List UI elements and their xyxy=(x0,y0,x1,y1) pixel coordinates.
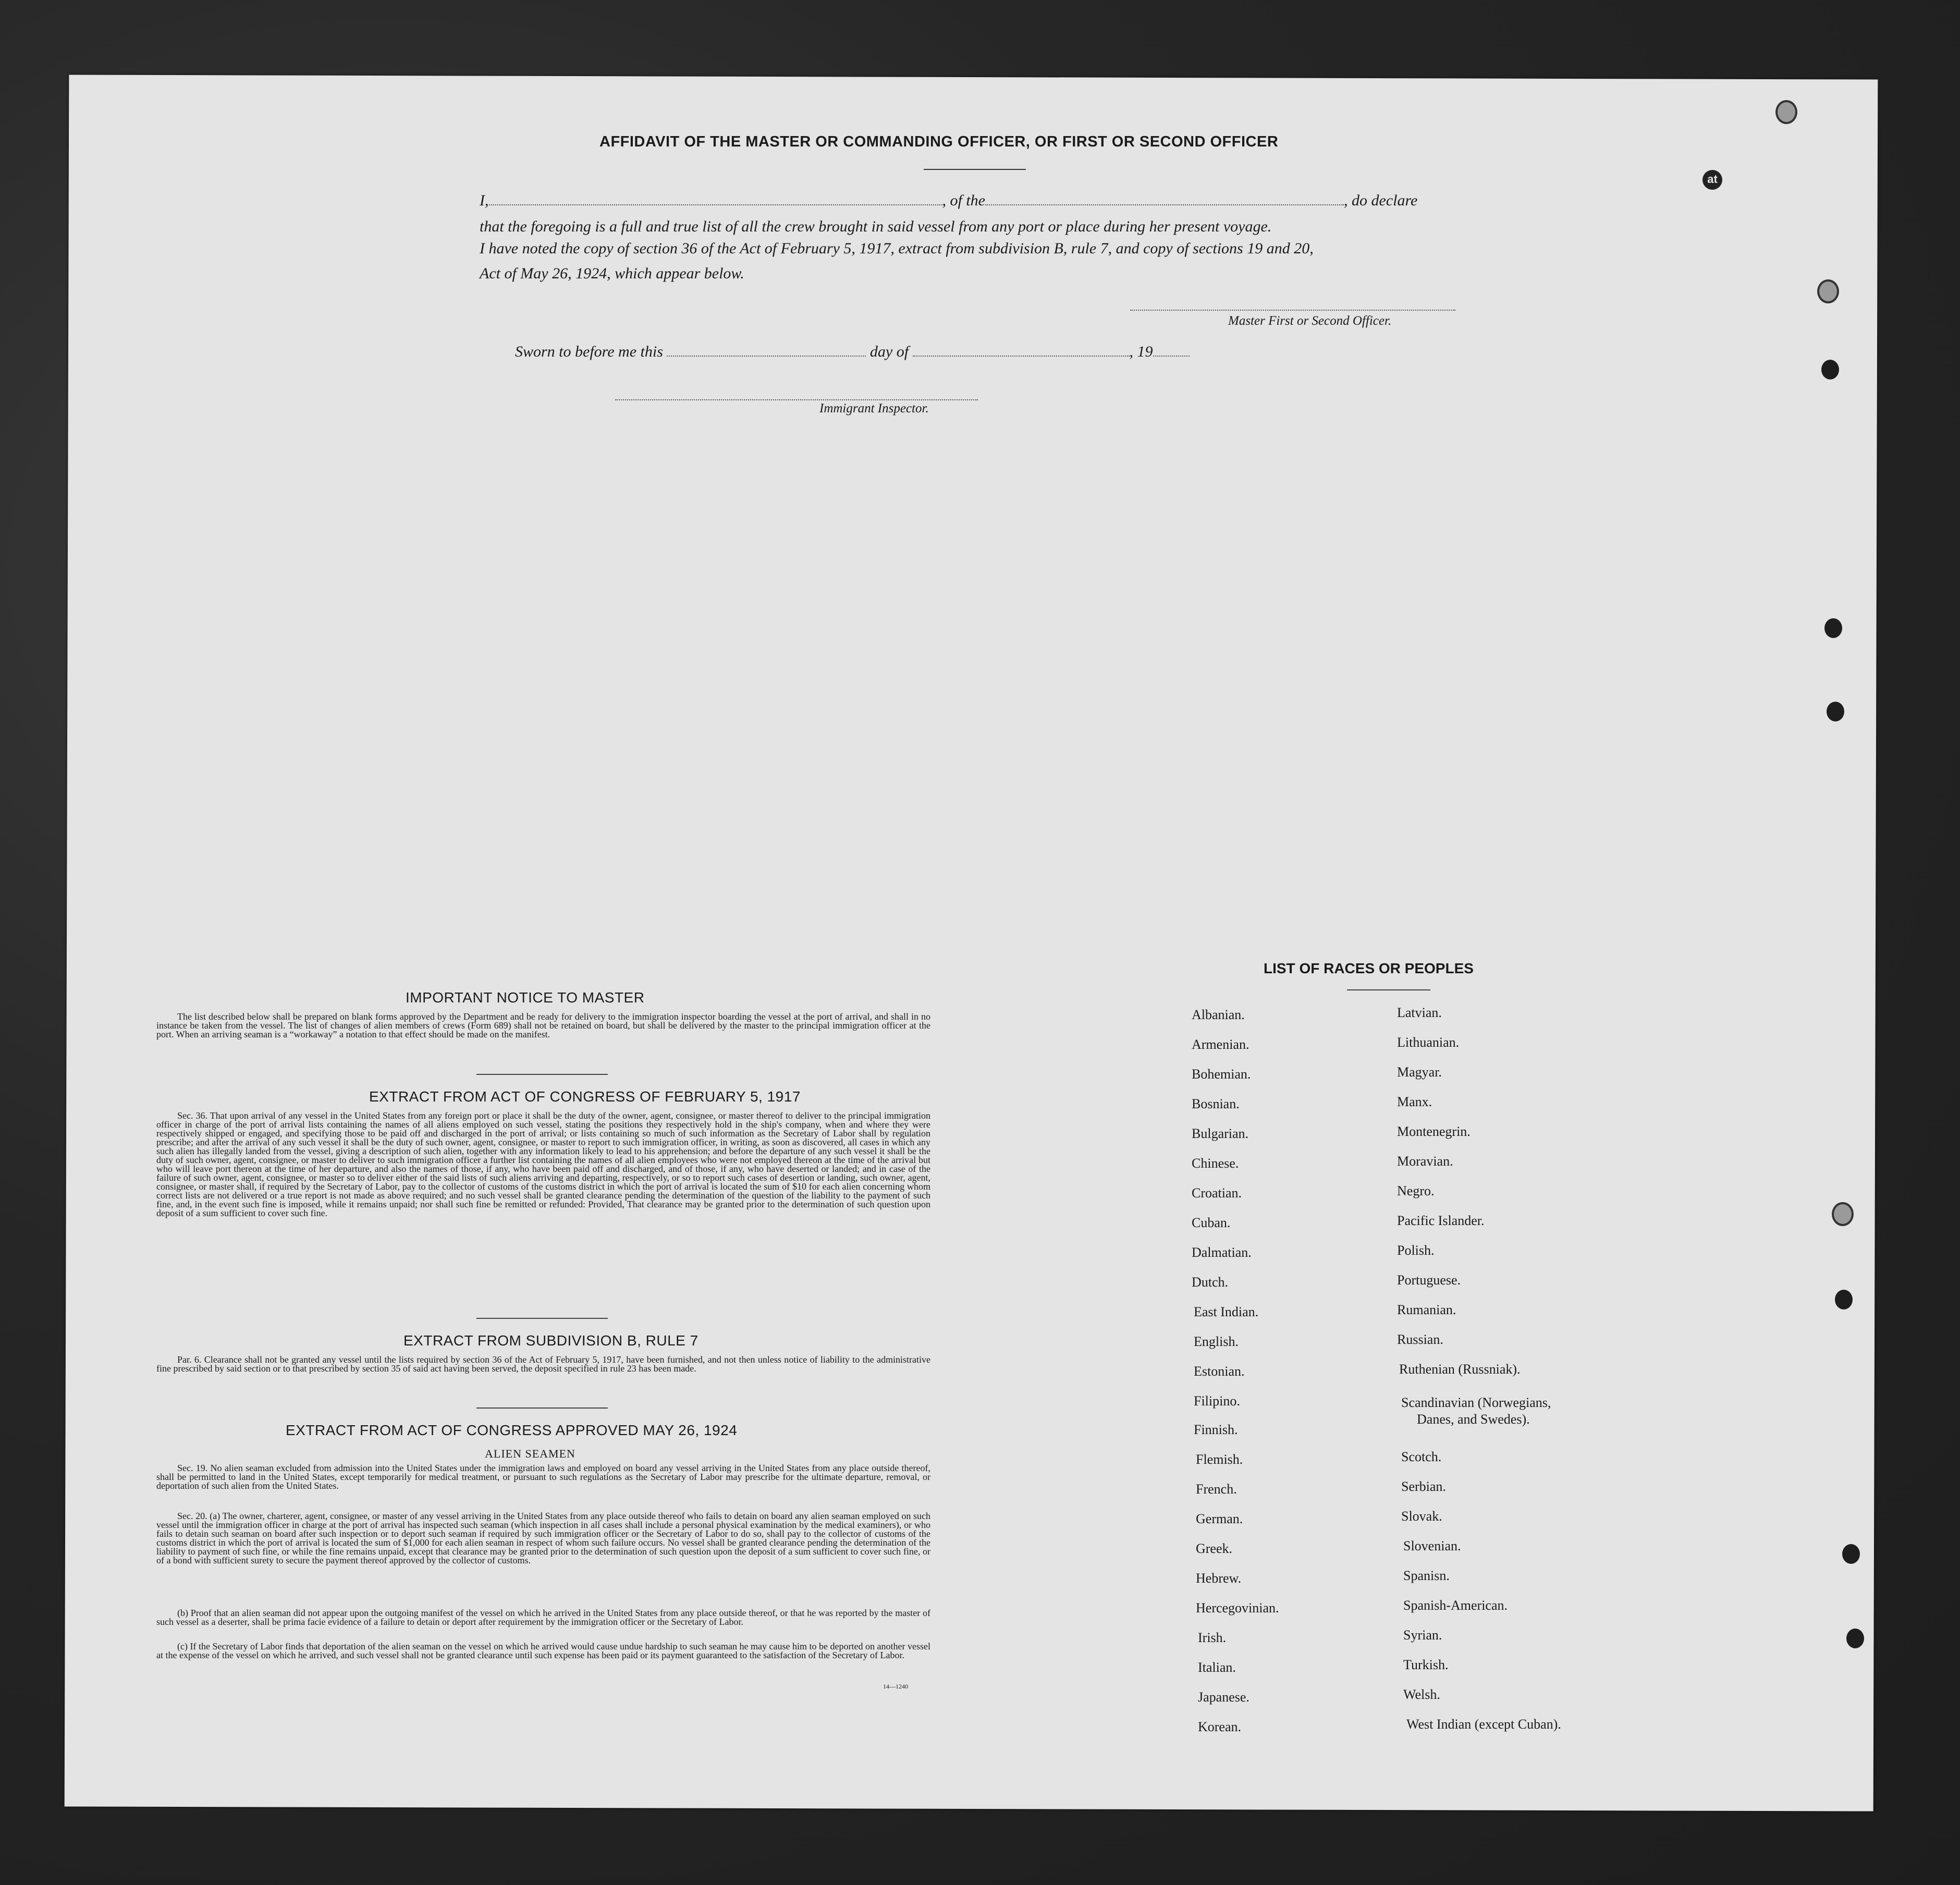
name-blank[interactable] xyxy=(489,193,942,205)
race-item: West Indian (except Cuban). xyxy=(1406,1717,1561,1732)
race-item: Albanian. xyxy=(1192,1007,1245,1022)
divider xyxy=(476,1318,608,1319)
race-item: Slovenian. xyxy=(1403,1538,1461,1553)
punch-hole xyxy=(1846,1629,1864,1648)
race-item: Latvian. xyxy=(1397,1005,1442,1020)
race-item: Bulgarian. xyxy=(1192,1126,1249,1141)
race-item: Ruthenian (Russniak). xyxy=(1399,1362,1521,1377)
punch-hole xyxy=(1842,1544,1860,1564)
race-item: Bohemian. xyxy=(1192,1067,1251,1082)
notice-text: The list described below shall be prepared on blank forms approved by the Department and be ready for delivery to the immigration inspector boarding the vessel at the port of arrival, and shall in no instance be taken from the vessel. The list of changes of alien members of crews (Form 689) shall not be retained on board, but shall be delivered by the master to the principal immigration officer at the port. When an arriving seaman is a “workaway” a notation to that effect should be made on the manifest. xyxy=(156,1011,930,1039)
sworn-prefix: Sworn to before me this xyxy=(515,343,663,360)
race-item: Japanese. xyxy=(1198,1690,1250,1705)
sworn-day-blank[interactable] xyxy=(667,344,866,357)
notice-title: IMPORTANT NOTICE TO MASTER xyxy=(406,989,645,1006)
affidavit-declare: , do declare xyxy=(1344,192,1418,209)
sworn-line xyxy=(515,343,1516,361)
race-item: Portuguese. xyxy=(1397,1272,1461,1288)
sec-19-text: Sec. 19. No alien seaman excluded from admission into the United States under the immigration laws and employed on board any vessel arriving in the United States from any place outside thereof, shall be permitted to land in the United States, except temporarily for medical treatment, or pursuant to such regulations as the Secretary of Labor may prescribe for the ultimate departure, removal, or deportation of such alien from the United States. xyxy=(156,1463,930,1491)
extract-1924-title: EXTRACT FROM ACT OF CONGRESS APPROVED MAY 26, 1924 xyxy=(286,1422,738,1438)
race-item: Manx. xyxy=(1397,1094,1432,1109)
race-item: Cuban. xyxy=(1192,1215,1231,1230)
inspector-signature-label: Immigrant Inspector. xyxy=(819,401,929,415)
race-item: Hebrew. xyxy=(1196,1571,1242,1586)
extract-1924-subtitle: ALIEN SEAMEN xyxy=(485,1447,575,1460)
sec-20b-text: (b) Proof that an alien seaman did not appear upon the outgoing manifest of the vessel on which he arrived in the United States from any place outside thereof, or that he was reported by the master of such vessel as a deserter, shall be prima facie evidence of a failure to detain or deport after requirement by the immigration officer or the Secretary of Labor. xyxy=(156,1608,930,1627)
race-item: Montenegrin. xyxy=(1397,1124,1471,1139)
punch-hole xyxy=(1821,360,1839,380)
race-item: Russian. xyxy=(1397,1332,1443,1347)
race-item: Dutch. xyxy=(1192,1275,1229,1290)
sworn-year-blank[interactable] xyxy=(1153,344,1190,357)
extract-1917-title: EXTRACT FROM ACT OF CONGRESS OF FEBRUARY 5, 1917 xyxy=(369,1088,801,1105)
affidavit-line-4: Act of May 26, 1924, which appear below. xyxy=(480,265,744,282)
race-item: Irish. xyxy=(1198,1630,1227,1645)
rule-7-text: Par. 6. Clearance shall not be granted any vessel until the lists required by section 36 of the Act of February 5, 1917, have been furnished, and not then unless notice of liability to the administrative fine prescribed by said section or to that prescribed by section 35 of said act having been served, the deposit specified in rule 23 has been made. xyxy=(156,1354,930,1374)
affidavit-line-2: that the foregoing is a full and true list of all the crew brought in said vessel from any port or place during her present voyage. xyxy=(480,218,1272,235)
race-item: Korean. xyxy=(1198,1719,1242,1734)
race-item: Slovak. xyxy=(1401,1509,1442,1524)
sec-20c-text: (c) If the Secretary of Labor finds that deportation of the alien seaman on the vessel on which he arrived would cause undue hardship to such seaman he may cause him to be deported on another vessel at the expense of the vessel on which he arrived, and such vessel shall not be granted clearance until such expense has been paid or its payment guaranteed to the satisfaction of the Secretary of Labor. xyxy=(156,1641,930,1660)
race-item: Rumanian. xyxy=(1397,1302,1456,1317)
race-item: Scandinavian (Norwegians, xyxy=(1401,1395,1551,1410)
race-item: English. xyxy=(1194,1334,1239,1349)
extract-1917-text: Sec. 36. That upon arrival of any vessel in the United States from any foreign port or place it shall be the duty of the owner, agent, consignee, or master thereof to deliver to the principal immigration officer in charge of the port of arrival lists containing the names of all aliens employed on such vessel, stating the positions they respectively hold in the ship's company, when and where they were respectively shipped or engaged, and specifying those to be paid off and discharged in the port of arrival; or lists containing so much of such information as the Secretary of Labor shall by regulation prescribe; and after the arrival of any such vessel it shall be the duty of such owner, agent, consignee, or master to report to such immigration officer, in writing, as soon as discovered, all cases in which any such alien has illegally landed from the vessel, giving a description of such alien, together with any information likely to lead to his apprehension; and before the departure of any such vessel it shall be the duty of such owner, agent, consignee, or master to deliver to such immigration officer a further list containing the names of all alien employees who were not employed thereon at the time of the arrival but who will leave port thereon at the time of her departure, and also the names of those, if any, who have been paid off and discharged, and of those, if any, who have deserted or landed; and in case of the failure of such owner, agent, consignee, or master so to deliver either of the said lists of such aliens arriving and departing, respectively, or so to report such cases of desertion or landing, such owner, agent, consignee, or master shall, if required by the Secretary of Labor, pay to the collector of customs of the customs district in which the port of arrival is located the sum of $10 for each alien concerning whom correct lists are not delivered or a true report is not made as above required; and no such vessel shall be granted clearance pending the determination of the question of the liability to the payment of such fine, and, in the event such fine is imposed, while it remains unpaid; nor shall such fine be remitted or refunded: Provided, That clearance may be granted prior to the determination of such question upon deposit of a sum sufficient to cover such fine. xyxy=(156,1110,930,1218)
inspector-signature-line[interactable] xyxy=(615,399,978,400)
sec-20a-text: Sec. 20. (a) The owner, charterer, agent, consignee, or master of any vessel arriving in the United States from any place outside thereof who fails to detain on board any alien seaman employed on such vessel until the immigration officer in charge at the port of arrival has inspected such seaman (which inspection in all cases shall include a personal physical examination by the medical examiners), or who fails to detain such seaman on board after such inspection or to deport such seaman if required by such immigration officer or the Secretary of Labor to do so, shall pay to the collector of customs of the customs district in which the port of arrival is located the sum of $1,000 for each alien seaman in respect of whom such failure occurs. No vessel shall be granted clearance pending the determination of the liability to payment of such fine, or while the fine remains unpaid, except that clearance may be granted prior to the determination of such question upon the deposit of a sum sufficient to cover such fine, or of a bond with sufficient surety to secure the payment thereof approved by the collector of customs. xyxy=(156,1511,930,1565)
master-signature-line[interactable] xyxy=(1130,310,1455,311)
divider xyxy=(476,1407,608,1409)
race-item: Greek. xyxy=(1196,1541,1233,1556)
punch-hole xyxy=(1824,618,1842,638)
race-item: Hercegovinian. xyxy=(1196,1600,1279,1615)
affidavit-line-1 xyxy=(480,192,1480,210)
race-item: East Indian. xyxy=(1194,1304,1259,1319)
race-item: Pacific Islander. xyxy=(1397,1213,1485,1228)
divider xyxy=(924,169,1026,170)
punch-hole xyxy=(1775,100,1797,124)
master-signature-label: Master First or Second Officer. xyxy=(1228,314,1392,328)
affidavit-of-the: , of the xyxy=(942,192,985,209)
race-item: Negro. xyxy=(1397,1183,1435,1198)
punch-hole xyxy=(1835,1290,1853,1309)
race-item: Dalmatian. xyxy=(1192,1245,1252,1260)
affidavit-title: AFFIDAVIT OF THE MASTER OR COMMANDING OFFICER, OR FIRST OR SECOND OFFICER xyxy=(599,133,1279,150)
race-item: Filipino. xyxy=(1194,1393,1240,1409)
race-item: Estonian. xyxy=(1194,1364,1245,1379)
race-item: Chinese. xyxy=(1192,1156,1239,1171)
punch-hole xyxy=(1827,702,1844,721)
race-item: Lithuanian. xyxy=(1397,1035,1460,1050)
sworn-month-blank[interactable] xyxy=(913,344,1130,357)
form-number: 14—1240 xyxy=(883,1683,908,1690)
race-item: Bosnian. xyxy=(1192,1096,1240,1111)
affidavit-line-3: I have noted the copy of section 36 of the Act of February 5, 1917, extract from subdivision B, rule 7, and copy of sections 19 and 20, xyxy=(480,240,1314,257)
race-item: Scotch. xyxy=(1401,1449,1442,1464)
divider xyxy=(476,1074,608,1075)
divider xyxy=(1347,989,1430,990)
race-item: Flemish. xyxy=(1196,1452,1243,1467)
race-item: Danes, and Swedes). xyxy=(1417,1412,1530,1427)
race-item: Turkish. xyxy=(1403,1657,1449,1672)
races-title: LIST OF RACES OR PEOPLES xyxy=(1264,960,1474,976)
rule-7-title: EXTRACT FROM SUBDIVISION B, RULE 7 xyxy=(403,1332,699,1349)
race-item: Serbian. xyxy=(1401,1479,1446,1494)
race-item: Moravian. xyxy=(1397,1154,1453,1169)
punch-hole xyxy=(1817,279,1839,303)
vessel-blank[interactable] xyxy=(985,193,1344,205)
sworn-day-of: day of xyxy=(869,343,909,360)
stamp-mark: at xyxy=(1702,170,1722,190)
race-item: Syrian. xyxy=(1403,1627,1442,1643)
race-item: Spanisn. xyxy=(1403,1568,1450,1583)
race-item: Magyar. xyxy=(1397,1064,1442,1080)
sworn-year: , 19 xyxy=(1129,343,1153,360)
affidavit-i: I, xyxy=(480,192,489,209)
race-item: Polish. xyxy=(1397,1243,1435,1258)
race-item: Armenian. xyxy=(1192,1037,1250,1052)
race-item: Finnish. xyxy=(1194,1422,1238,1437)
race-item: French. xyxy=(1196,1482,1237,1497)
race-item: Welsh. xyxy=(1403,1687,1440,1702)
race-item: Spanish-American. xyxy=(1403,1598,1508,1613)
race-item: German. xyxy=(1196,1511,1243,1526)
race-item: Italian. xyxy=(1198,1660,1236,1675)
punch-hole xyxy=(1832,1202,1854,1226)
race-item: Croatian. xyxy=(1192,1185,1242,1201)
